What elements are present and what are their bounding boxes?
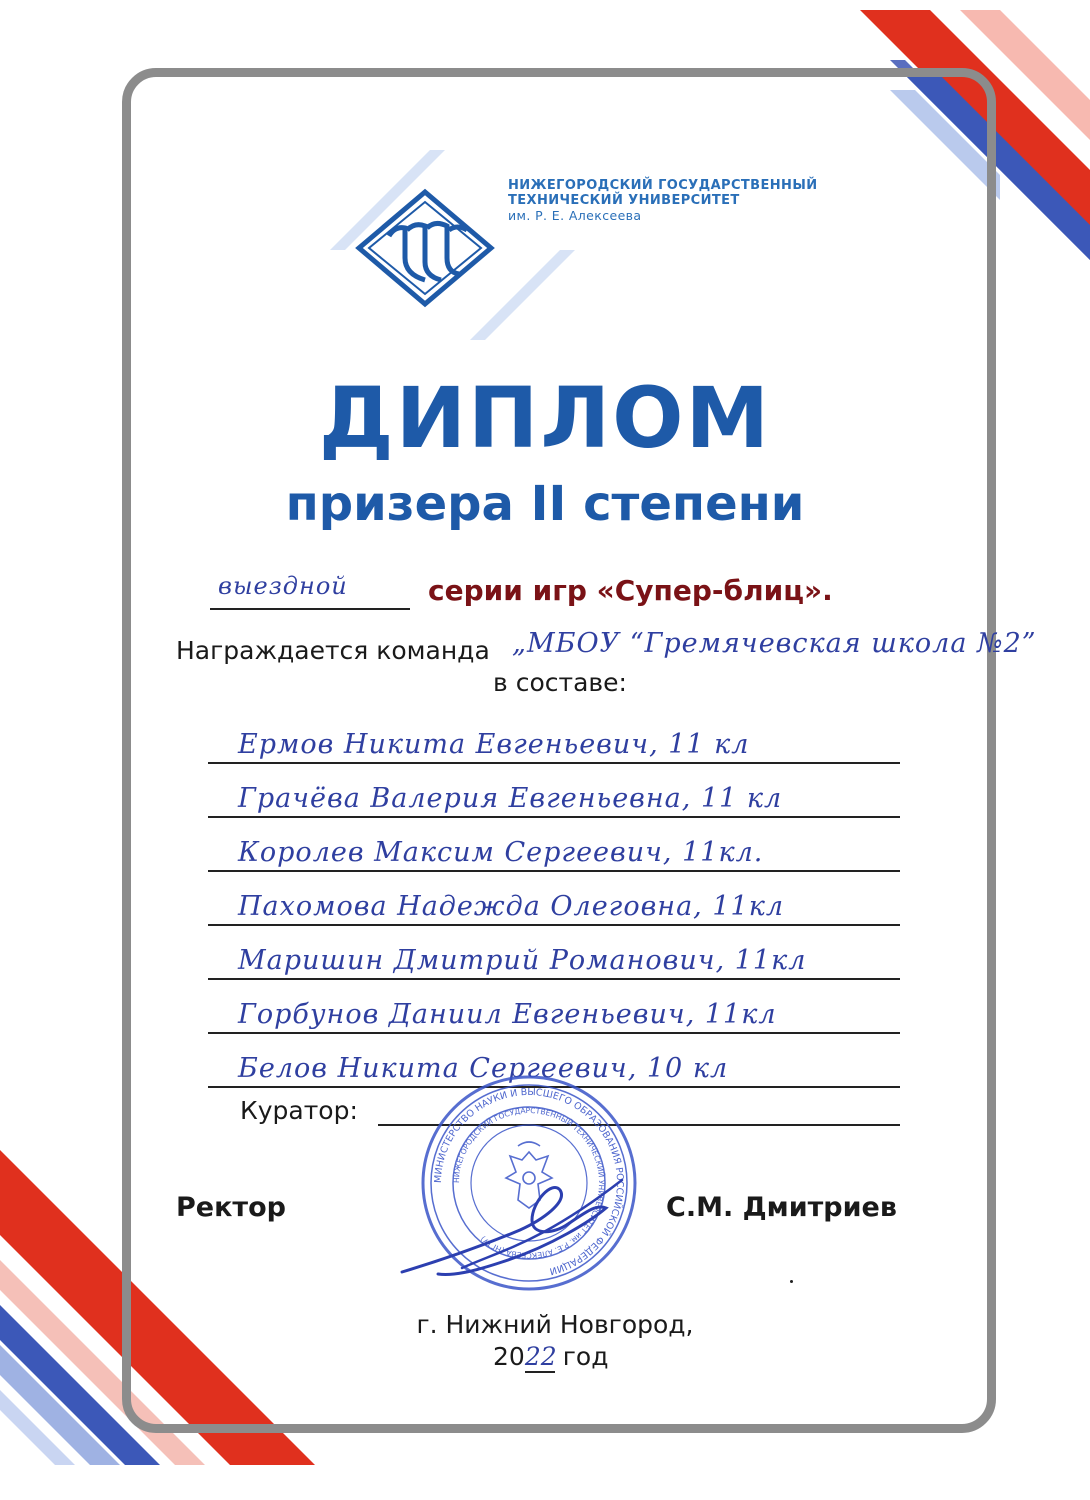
year-suffix: год — [562, 1342, 609, 1371]
year-blank — [525, 1342, 555, 1373]
stamp-inner-text: НИЖЕГОРОДСКИЙ ГОСУДАРСТВЕННЫЙ ТЕХНИЧЕСКИЙ УНИВЕРСИТЕТ им. Р.Е. АЛЕКСЕЕВА (НГТУ) — [451, 1105, 607, 1261]
university-logo-icon — [355, 188, 495, 308]
member-name: Маришин Дмитрий Романович, 11кл — [238, 945, 807, 976]
member-name: Грачёва Валерия Евгеньевна, 11 кл — [238, 783, 783, 814]
ink-speck — [790, 1280, 793, 1283]
series-handwritten: выездной — [218, 572, 348, 600]
member-name: Ермов Никита Евгеньевич, 11 кл — [238, 729, 750, 760]
member-list — [208, 710, 900, 1088]
team-name-handwritten: „МБОУ “Гремячевская школа №2” — [512, 628, 1037, 659]
member-row — [208, 764, 900, 818]
university-name — [508, 178, 818, 223]
stamp-outer-text: МИНИСТЕРСТВО НАУКИ И ВЫСШЕГО ОБРАЗОВАНИЯ РОССИЙСКОЙ ФЕДЕРАЦИИ — [432, 1086, 626, 1277]
year-line — [493, 1342, 608, 1382]
diploma-title: ДИПЛОМ — [318, 369, 772, 467]
city-line: г. Нижний Новгород, — [416, 1310, 694, 1339]
curator-label: Куратор: — [240, 1096, 358, 1125]
university-name-line3: им. Р. Е. Алексеева — [508, 208, 642, 223]
member-name: Горбунов Даниил Евгеньевич, 11кл — [238, 999, 777, 1030]
member-row — [208, 710, 900, 764]
composition-label: в составе: — [493, 668, 627, 697]
team-line — [176, 628, 1056, 672]
member-name: Королев Максим Сергеевич, 11кл. — [238, 837, 764, 868]
member-row — [208, 818, 900, 872]
member-row — [208, 872, 900, 926]
university-name-line2: ТЕХНИЧЕСКИЙ УНИВЕРСИТЕТ — [508, 193, 740, 208]
year-prefix: 20 — [493, 1342, 525, 1371]
rector-label: Ректор — [176, 1192, 286, 1223]
rector-signature-icon — [392, 1150, 632, 1290]
member-row — [208, 980, 900, 1034]
rector-name: С.М. Дмитриев — [666, 1192, 897, 1223]
year-handwritten: 22 — [524, 1342, 557, 1371]
series-line — [210, 570, 930, 616]
member-name: Белов Никита Сергеевич, 10 кл — [238, 1053, 729, 1084]
diploma-subtitle: призера II степени — [285, 476, 805, 532]
university-name-line1: НИЖЕГОРОДСКИЙ ГОСУДАРСТВЕННЫЙ — [508, 178, 818, 193]
member-name: Пахомова Надежда Олеговна, 11кл — [238, 891, 785, 922]
series-blank — [210, 570, 410, 610]
member-row — [208, 926, 900, 980]
team-label: Награждается команда — [176, 636, 490, 665]
series-text: серии игр «Супер-блиц». — [428, 574, 833, 607]
